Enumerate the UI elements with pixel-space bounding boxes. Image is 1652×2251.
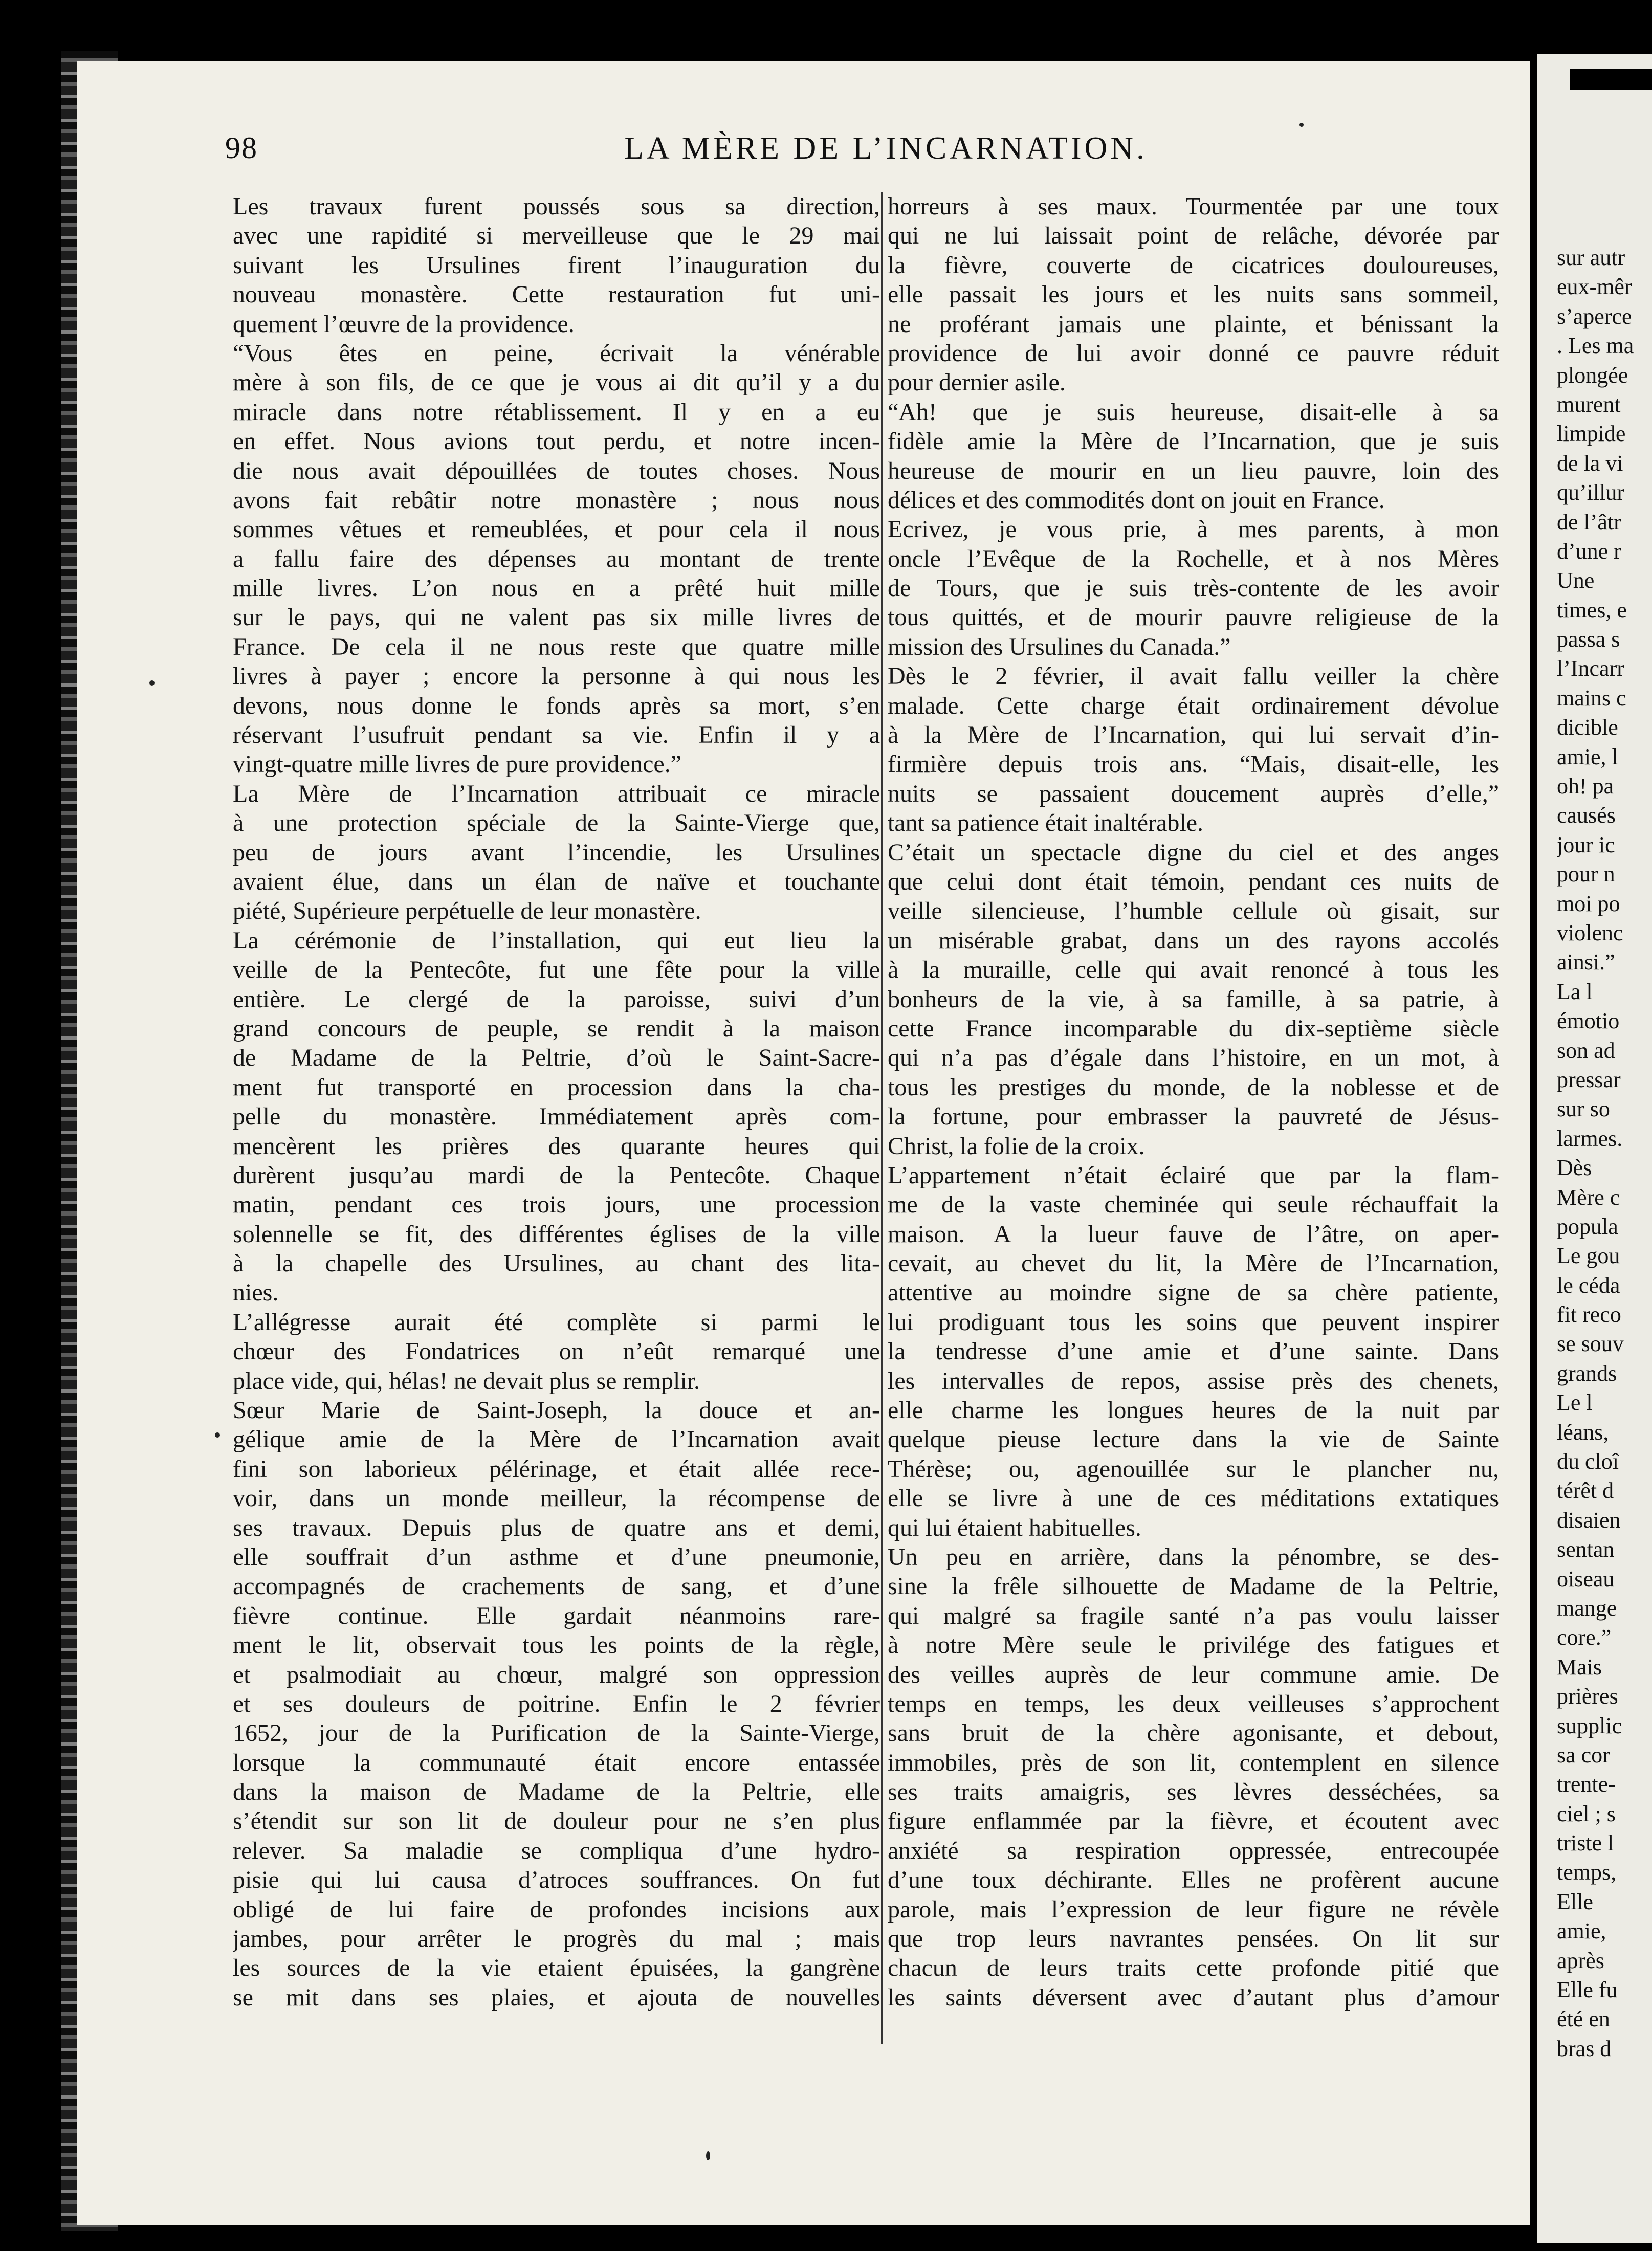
text-line: sur autr — [1557, 245, 1625, 270]
running-title: LA MÈRE DE L’INCARNATION. — [624, 131, 1148, 166]
text-line: vingt-quatre mille livres de pure providence.” — [233, 751, 682, 778]
text-line: après — [1557, 1948, 1604, 1973]
text-line: sa cor — [1557, 1742, 1610, 1768]
text-line: elle passait les jours et les nuits sans sommeil, — [888, 281, 1499, 308]
text-line: La cérémonie de l’installation, qui eut lieu la — [233, 926, 880, 954]
text-line: devons, nous donne le fonds après sa mort, s’en — [233, 692, 880, 719]
text-line: immobiles, près de son lit, contemplent en silence — [888, 1749, 1499, 1776]
text-line: mencèrent les prières des quarante heures qui — [233, 1132, 880, 1160]
text-line: tous les prestiges du monde, de la noblesse et de — [888, 1073, 1499, 1101]
text-line: Ecrivez, je vous prie, à mes parents, à mon — [888, 516, 1499, 543]
text-line: popula — [1557, 1213, 1618, 1239]
text-line: de Madame de la Peltrie, d’où le Saint-Sacre- — [233, 1044, 880, 1072]
text-line: chœur des Fondatrices on n’eût remarqué une — [233, 1338, 880, 1365]
text-line: livres à payer ; encore la personne à qui nous les — [233, 663, 880, 690]
text-line: qui n’a pas d’égale dans l’histoire, en un mot, à — [888, 1044, 1499, 1072]
text-line: la tendresse d’une amie et d’une sainte. Dans — [888, 1338, 1499, 1365]
text-line: L’allégresse aurait été complète si parmi le — [233, 1308, 880, 1336]
text-line: murent — [1557, 391, 1621, 417]
text-line: “Vous êtes en peine, écrivait la vénérable — [233, 339, 880, 367]
text-line: du cloî — [1557, 1449, 1619, 1474]
facing-page-column — [1557, 243, 1652, 2063]
text-line: supplic — [1557, 1713, 1622, 1738]
text-line: figure enflammée par la fièvre, et écoutent avec — [888, 1807, 1499, 1835]
text-line: attentive au moindre signe de sa chère patiente, — [888, 1279, 1499, 1307]
text-line: dicible — [1557, 715, 1618, 740]
text-line: les sources de la vie etaient épuisées, la gangrène — [233, 1954, 880, 1982]
text-line: sans bruit de la chère agonisante, et debout, — [888, 1719, 1499, 1747]
text-line: elle souffrait d’un asthme et d’une pneumonie, — [233, 1543, 880, 1571]
text-line: causés — [1557, 803, 1616, 828]
text-line: malade. Cette charge était ordinairement dévolue — [888, 692, 1499, 719]
text-line: avaient élue, dans un élan de naïve et touchante — [233, 868, 880, 895]
text-line: die nous avait dépouillées de toutes choses. Nous — [233, 457, 880, 484]
text-line: La l — [1557, 979, 1593, 1004]
text-line: son ad — [1557, 1038, 1615, 1063]
text-line: pressar — [1557, 1067, 1621, 1092]
text-line: que trop leurs navrantes pensées. On lit sur — [888, 1925, 1499, 1953]
text-line: qui lui étaient habituelles. — [888, 1514, 1141, 1541]
text-line: veille de la Pentecôte, fut une fête pour la ville — [233, 956, 880, 984]
text-line: en effet. Nous avions tout perdu, et notre incen- — [233, 428, 880, 455]
text-line: mange — [1557, 1595, 1617, 1621]
text-line: jour ic — [1557, 832, 1615, 857]
text-line: peu de jours avant l’incendie, les Ursulines — [233, 838, 880, 866]
text-line: gélique amie de la Mère de l’Incarnation avait — [233, 1426, 880, 1453]
text-line: fidèle amie la Mère de l’Incarnation, que je suis — [888, 428, 1499, 455]
text-line: à notre Mère seule le privilége des fatigues et — [888, 1631, 1499, 1659]
text-line: à une protection spéciale de la Sainte-Vierge que, — [233, 809, 880, 837]
text-line: cette France incomparable du dix-septième siècle — [888, 1014, 1499, 1042]
text-line: horreurs à ses maux. Tourmentée par une toux — [888, 193, 1499, 220]
text-line: Une — [1557, 568, 1595, 593]
text-line: ment fut transporté en procession dans la cha- — [233, 1073, 880, 1101]
text-line: solennelle se fit, des différentes églises de la ville — [233, 1220, 880, 1248]
text-line: me de la vaste cheminée qui seule réchauffait la — [888, 1191, 1499, 1219]
text-line: a fallu faire des dépenses au montant de trente — [233, 545, 880, 572]
text-line: providence de lui avoir donné ce pauvre réduit — [888, 339, 1499, 367]
ink-speck — [1299, 123, 1304, 127]
text-line: qui malgré sa fragile santé n’a pas voulu laisser — [888, 1602, 1499, 1629]
text-line: disaien — [1557, 1507, 1621, 1533]
text-line: core.” — [1557, 1625, 1612, 1650]
text-line: Elle — [1557, 1889, 1593, 1914]
text-line: durèrent jusqu’au mardi de la Pentecôte. Chaque — [233, 1161, 880, 1189]
ink-speck — [706, 2151, 710, 2160]
text-line: plongée — [1557, 362, 1628, 388]
text-line: elle charme les longues heures de la nuit par — [888, 1397, 1499, 1424]
text-line: nuits se passaient doucement auprès d’elle,” — [888, 780, 1499, 807]
text-line: la fortune, pour embrasser la pauvreté de Jésus- — [888, 1103, 1499, 1131]
text-line: térêt d — [1557, 1478, 1614, 1504]
facing-page-edge — [1537, 49, 1652, 2243]
text-line: pour n — [1557, 862, 1615, 887]
text-line: elle se livre à une de ces méditations extatiques — [888, 1485, 1499, 1512]
text-line: avons fait rebâtir notre monastère ; nous nous — [233, 486, 880, 514]
text-line: heureuse de mourir en un lieu pauvre, loin des — [888, 457, 1499, 484]
text-line: moi po — [1557, 891, 1620, 916]
text-line: amie, l — [1557, 744, 1618, 769]
text-line: relever. Sa maladie se compliqua d’une hydro- — [233, 1837, 880, 1864]
text-line: ne proférant jamais une plainte, et bénissant la — [888, 310, 1499, 338]
text-line: sur le pays, qui ne valent pas six mille livres de — [233, 604, 880, 631]
text-line: fièvre continue. Elle gardait néanmoins rare- — [233, 1602, 880, 1629]
text-line: L’appartement n’était éclairé que par la flam- — [888, 1161, 1499, 1189]
text-line: un misérable grabat, dans un des rayons accolés — [888, 926, 1499, 954]
text-line: mains c — [1557, 685, 1626, 711]
text-line: Les travaux furent poussés sous sa direction, — [233, 193, 880, 220]
text-line: piété, Supérieure perpétuelle de leur monastère. — [233, 897, 701, 925]
text-line: de la vi — [1557, 450, 1623, 476]
page-number: 98 — [225, 131, 258, 165]
text-line: pisie qui lui causa d’atroces souffrances. On fut — [233, 1866, 880, 1894]
text-line: qui ne lui laissait point de relâche, dévorée par — [888, 222, 1499, 250]
text-line: Dès — [1557, 1155, 1592, 1181]
text-line: la fièvre, couverte de cicatrices douloureuses, — [888, 251, 1499, 279]
text-line: voir, dans un monde meilleur, la récompense de — [233, 1485, 880, 1512]
text-line: à la Mère de l’Incarnation, qui lui servait d’in- — [888, 721, 1499, 749]
text-line: lui prodiguant tous les soins que peuvent inspirer — [888, 1308, 1499, 1336]
text-line: de l’âtr — [1557, 509, 1621, 535]
text-line: Mère c — [1557, 1184, 1620, 1210]
text-line: se mit dans ses plaies, et ajouta de nouvelles — [233, 1983, 880, 2011]
text-line: jambes, pour arrêter le progrès du mal ; mais — [233, 1925, 880, 1953]
text-line: “Ah! que je suis heureuse, disait-elle à sa — [888, 398, 1499, 426]
text-line: La Mère de l’Incarnation attribuait ce miracle — [233, 780, 880, 807]
text-line: Elle fu — [1557, 1977, 1618, 2003]
text-line: l’Incarr — [1557, 656, 1624, 681]
text-line: mère à son fils, de ce que je vous ai dit qu’il y a du — [233, 369, 880, 396]
text-line: cevait, au chevet du lit, la Mère de l’Incarnation, — [888, 1250, 1499, 1277]
text-line: lorsque la communauté était encore entassée — [233, 1749, 880, 1776]
text-line: suivant les Ursulines firent l’inauguration du — [233, 251, 880, 279]
text-line: eux-mêr — [1557, 274, 1632, 300]
text-line: qu’illur — [1557, 480, 1624, 505]
text-line: s’aperce — [1557, 303, 1632, 329]
text-line: se souv — [1557, 1331, 1624, 1357]
text-line: miracle dans notre rétablissement. Il y en a eu — [233, 398, 880, 426]
text-line: d’une toux déchirante. Elles ne profèrent aucune — [888, 1866, 1499, 1894]
left-text-column — [233, 192, 880, 2012]
text-line: oiseau — [1557, 1566, 1615, 1592]
text-line: Sœur Marie de Saint-Joseph, la douce et an- — [233, 1397, 880, 1424]
text-line: temps en temps, les deux veilleuses s’approchent — [888, 1690, 1499, 1717]
text-line: fit reco — [1557, 1302, 1621, 1328]
text-line: anxiété sa respiration oppressée, entrecoupée — [888, 1837, 1499, 1864]
text-line: ses traits amaigris, ses lèvres desséchées, sa — [888, 1778, 1499, 1806]
text-line: s’étendit sur son lit de douleur pour ne s’en plus — [233, 1807, 880, 1835]
right-text-column — [883, 192, 1499, 2012]
text-line: times, e — [1557, 597, 1627, 623]
text-line: quement l’œuvre de la providence. — [233, 310, 575, 338]
text-line: ainsi.” — [1557, 950, 1615, 975]
text-line: matin, pendant ces trois jours, une procession — [233, 1191, 880, 1219]
text-line: sommes vêtues et remeublées, et pour cela il nous — [233, 516, 880, 543]
text-line: mission des Ursulines du Canada.” — [888, 633, 1231, 660]
text-line: grand concours de peuple, se rendit à la maison — [233, 1014, 880, 1042]
text-line: de Tours, que je suis très-contente de les avoir — [888, 575, 1499, 602]
text-line: mille livres. L’on nous en a prêté huit mille — [233, 575, 880, 602]
text-line: triste l — [1557, 1830, 1614, 1856]
text-line: oh! pa — [1557, 774, 1614, 799]
text-line: firmière depuis trois ans. “Mais, disait-elle, les — [888, 751, 1499, 778]
text-line: chacun de leurs traits cette profonde pitié que — [888, 1954, 1499, 1982]
text-line: oncle l’Evêque de la Rochelle, et à nos Mères — [888, 545, 1499, 572]
text-line: Mais — [1557, 1654, 1602, 1680]
text-line: léans, — [1557, 1419, 1609, 1445]
text-line: Christ, la folie de la croix. — [888, 1132, 1145, 1160]
text-line: et psalmodiait au chœur, malgré son oppression — [233, 1661, 880, 1688]
text-line: et ses douleurs de poitrine. Enfin le 2 février — [233, 1690, 880, 1717]
text-line: d’une r — [1557, 538, 1621, 564]
text-line: passa s — [1557, 627, 1620, 652]
text-line: ses travaux. Depuis plus de quatre ans et demi, — [233, 1514, 880, 1541]
text-line: bras d — [1557, 2036, 1612, 2061]
text-line: été en — [1557, 2006, 1610, 2032]
text-line: limpide — [1557, 421, 1626, 447]
text-line: réservant l’usufruit pendant sa vie. Enfin il y a — [233, 721, 880, 749]
text-line: sur so — [1557, 1096, 1610, 1122]
text-line: Un peu en arrière, dans la pénombre, se des- — [888, 1543, 1499, 1571]
text-line: ment le lit, observait tous les points de la règle, — [233, 1631, 880, 1659]
text-line: obligé de lui faire de profondes incisions aux — [233, 1895, 880, 1923]
text-line: quelque pieuse lecture dans la vie de Sainte — [888, 1426, 1499, 1453]
text-line: accompagnés de crachements de sang, et d’une — [233, 1573, 880, 1600]
text-line: France. De cela il ne nous reste que quatre mille — [233, 633, 880, 660]
text-line: 1652, jour de la Purification de la Sainte-Vierge, — [233, 1719, 880, 1747]
text-line: pour dernier asile. — [888, 369, 1066, 396]
text-line: violenc — [1557, 920, 1623, 945]
text-line: tant sa patience était inaltérable. — [888, 809, 1204, 837]
text-line: larmes. — [1557, 1126, 1623, 1151]
text-line: C’était un spectacle digne du ciel et des anges — [888, 838, 1499, 866]
ink-speck — [149, 680, 155, 686]
text-line: maison. A la lueur fauve de l’âtre, on aper- — [888, 1220, 1499, 1248]
text-line: délices et des commodités dont on jouit en France. — [888, 486, 1385, 514]
text-line: des veilles auprès de leur commune amie. De — [888, 1661, 1499, 1688]
text-line: pelle du monastère. Immédiatement après com- — [233, 1103, 880, 1131]
text-line: ciel ; s — [1557, 1801, 1616, 1826]
text-line: les saints déversent avec d’autant plus d’amour — [888, 1983, 1499, 2011]
text-line: Dès le 2 février, il avait fallu veiller la chère — [888, 663, 1499, 690]
text-line: émotio — [1557, 1008, 1620, 1034]
text-line: Thérèse; ou, agenouillée sur le plancher nu, — [888, 1455, 1499, 1483]
text-line: grands — [1557, 1360, 1617, 1386]
text-line: les intervalles de repos, assise près des chenets, — [888, 1367, 1499, 1395]
text-line: bonheurs de la vie, à sa famille, à sa patrie, à — [888, 985, 1499, 1013]
text-line: Le l — [1557, 1390, 1593, 1416]
text-line: sine la frêle silhouette de Madame de la Peltrie, — [888, 1573, 1499, 1600]
text-line: que celui dont était témoin, pendant ces nuits de — [888, 868, 1499, 895]
text-line: sentan — [1557, 1537, 1615, 1562]
text-line: le céda — [1557, 1272, 1620, 1298]
text-line: entière. Le clergé de la paroisse, suivi d’un — [233, 985, 880, 1013]
ink-speck — [215, 1432, 220, 1438]
text-line: . Les ma — [1557, 333, 1634, 359]
text-line: tous quittés, et de mourir pauvre religieuse de la — [888, 604, 1499, 631]
text-line: nouveau monastère. Cette restauration fut uni- — [233, 281, 880, 308]
text-line: place vide, qui, hélas! ne devait plus se remplir. — [233, 1367, 700, 1395]
text-line: trente- — [1557, 1772, 1616, 1797]
text-line: nies. — [233, 1279, 279, 1307]
text-line: veille silencieuse, l’humble cellule où gisait, sur — [888, 897, 1499, 925]
page-header — [225, 130, 1473, 171]
text-line: fini son laborieux pélérinage, et était allée rece- — [233, 1455, 880, 1483]
text-line: Le gou — [1557, 1243, 1620, 1269]
text-line: à la muraille, celle qui avait renoncé à tous les — [888, 956, 1499, 984]
text-line: amie, — [1557, 1918, 1606, 1944]
text-line: parole, mais l’expression de leur figure ne révèle — [888, 1895, 1499, 1923]
text-line: à la chapelle des Ursulines, au chant des lita- — [233, 1250, 880, 1277]
text-line: dans la maison de Madame de la Peltrie, elle — [233, 1778, 880, 1806]
text-line: avec une rapidité si merveilleuse que le 29 mai — [233, 222, 880, 250]
text-line: temps, — [1557, 1860, 1617, 1885]
text-line: prières — [1557, 1684, 1618, 1709]
